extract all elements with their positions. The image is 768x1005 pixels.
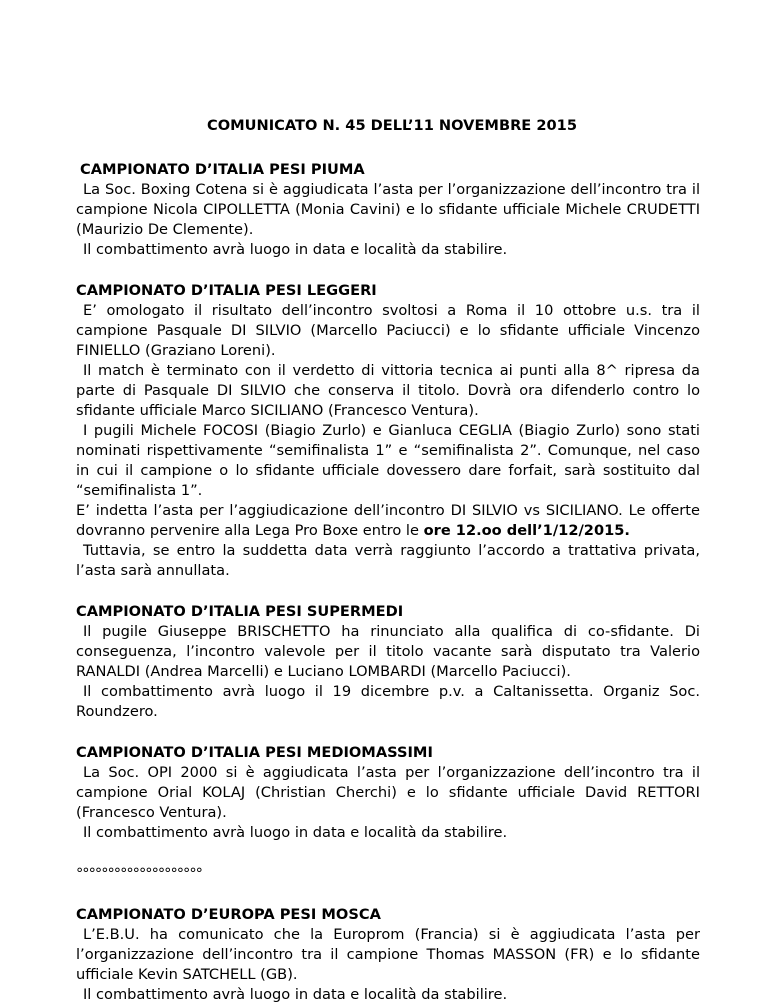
paragraph: La Soc. OPI 2000 si è aggiudicata l’asta per l’organizzazione dell’incontro tra il campione Orial KOLAJ (Christian Cherchi) e lo sfidante ufficiale David RETTORI (Francesco Ventura).: [76, 764, 700, 821]
paragraph: Il match è terminato con il verdetto di vittoria tecnica ai punti alla 8^ ripresa da parte di Pasquale DI SILVIO che conserva il titolo. Dovrà ora difenderlo contro lo sfidante ufficiale Marco SICILIANO (Francesco Ventura).: [76, 362, 700, 419]
section-heading: CAMPIONATO D’ITALIA PESI MEDIOMASSIMI: [76, 744, 433, 761]
paragraph: I pugili Michele FOCOSI (Biagio Zurlo) e Gianluca CEGLIA (Biagio Zurlo) sono stati nominati rispettivamente “semifinalista 1” e “semifinalista 2”. Comunque, nel caso in cui il campione o lo sfidante ufficiale dovessero dare forfait, sarà sostituito dal “semifinalista 1”.: [76, 422, 700, 499]
paragraph: Il combattimento avrà luogo in data e località da stabilire.: [83, 824, 508, 841]
section-pesi-leggeri: [76, 281, 700, 581]
section-heading: CAMPIONATO D’ITALIA PESI PIUMA: [80, 161, 365, 178]
auction-deadline: ore 12.oo dell’1/12/2015.: [423, 522, 630, 539]
paragraph: Il combattimento avrà luogo in data e località da stabilire.: [83, 986, 508, 1003]
paragraph: La Soc. Boxing Cotena si è aggiudicata l’asta per l’organizzazione dell’incontro tra il campione Nicola CIPOLLETTA (Monia Cavini) e lo sfidante ufficiale Michele CRUDETTI (Maurizio De Clemente).: [76, 181, 700, 238]
paragraph: Il combattimento avrà luogo in data e località da stabilire.: [83, 241, 508, 258]
section-heading: CAMPIONATO D’ITALIA PESI SUPERMEDI: [76, 603, 404, 620]
paragraph: L’E.B.U. ha comunicato che la Europrom (Francia) si è aggiudicata l’asta per l’organizzazione dell’incontro tra il campione Thomas MASSON (FR) e lo sfidante ufficiale Kevin SATCHELL (GB).: [76, 926, 700, 983]
separator: °°°°°°°°°°°°°°°°°°°°: [76, 865, 202, 882]
section-europa-pesi-mosca: [76, 905, 700, 1005]
section-pesi-mediomassimi: [76, 743, 700, 843]
paragraph: Tuttavia, se entro la suddetta data verrà raggiunto l’accordo a trattativa privata, l’asta sarà annullata.: [76, 542, 700, 579]
section-heading: CAMPIONATO D’ITALIA PESI LEGGERI: [76, 282, 377, 299]
paragraph: Il combattimento avrà luogo il 19 dicembre p.v. a Caltanissetta. Organiz Soc. Roundzero.: [76, 683, 700, 720]
paragraph: E’ omologato il risultato dell’incontro svoltosi a Roma il 10 ottobre u.s. tra il campione Pasquale DI SILVIO (Marcello Paciucci) e lo sfidante ufficiale Vincenzo FINIELLO (Graziano Loreni).: [76, 302, 700, 359]
section-pesi-piuma: [76, 160, 700, 260]
auction-paragraph: [76, 501, 700, 541]
document-title: COMUNICATO N. 45 DELL’11 NOVEMBRE 2015: [207, 117, 577, 134]
section-pesi-supermedi: [76, 602, 700, 722]
paragraph: Il pugile Giuseppe BRISCHETTO ha rinunciato alla qualifica di co-sfidante. Di conseguenza, l’incontro valevole per il titolo vacante sarà disputato tra Valerio RANALDI (Andrea Marcelli) e Luciano LOMBARDI (Marcello Paciucci).: [76, 623, 700, 680]
section-heading: CAMPIONATO D’EUROPA PESI MOSCA: [76, 906, 381, 923]
auction-text: E’ indetta l’asta per l’aggiudicazione dell’incontro DI SILVIO vs SICILIANO. Le offerte dovranno pervenire alla Lega Pro Boxe entro le: [76, 502, 700, 539]
